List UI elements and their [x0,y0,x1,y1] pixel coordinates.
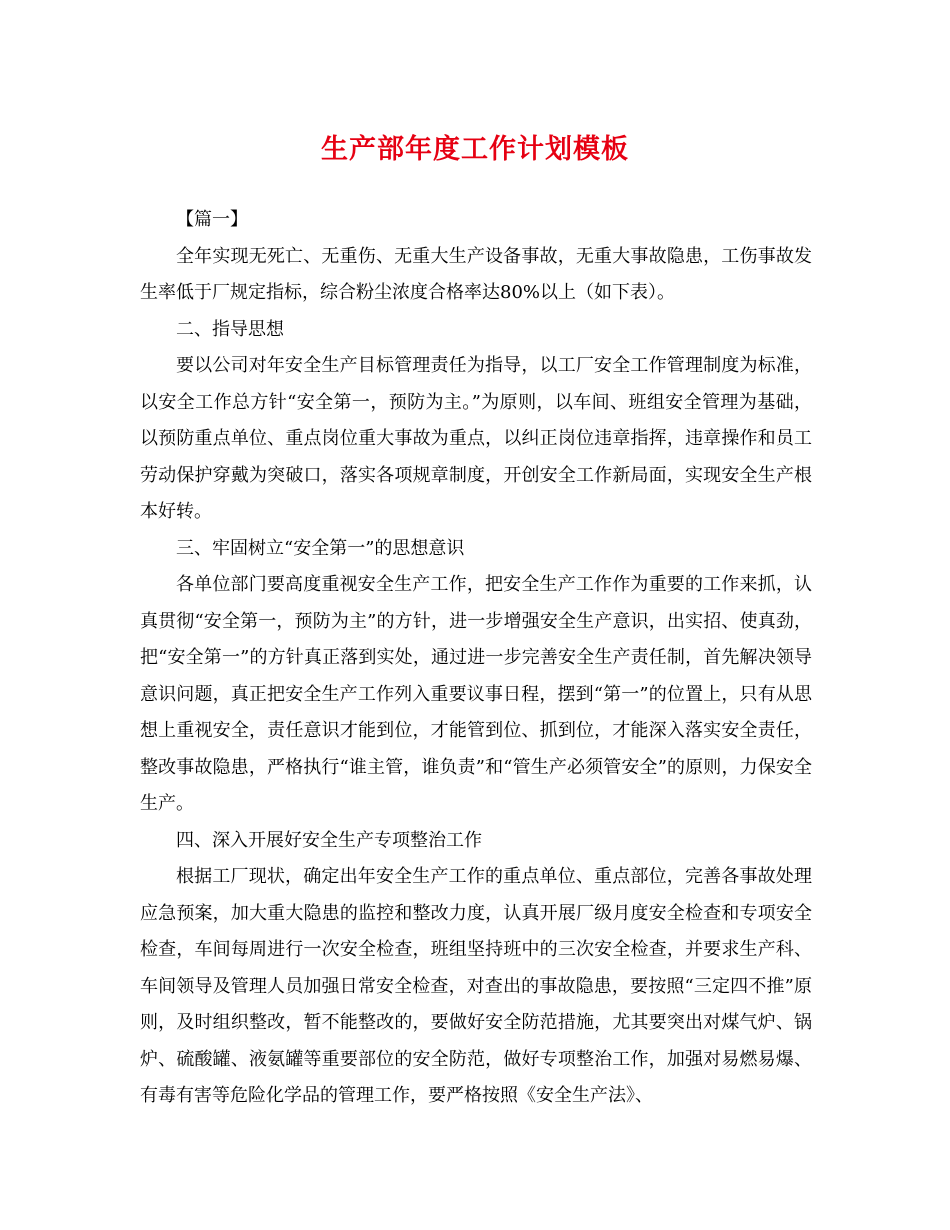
section-label: 【篇一】 [176,209,248,230]
paragraph: 全年实现无死亡、无重伤、无重大生产设备事故，无重大事故隐患，工伤事故发生率低于厂规定指标，综合粉尘浓度合格率达80%以上（如下表）。 [140,245,812,303]
section-heading: 三、牢固树立“安全第一”的思想意识 [176,537,465,559]
document-title: 生产部年度工作计划模板 [321,134,629,165]
paragraph: 要以公司对年安全生产目标管理责任为指导，以工厂安全工作管理制度为标准，以安全工作总方针“安全第一，预防为主。”为原则，以车间、班组安全管理为基础，以预防重点单位、重点岗位重大事故为重点，以纠正岗位违章指挥，违章操作和员工劳动保护穿戴为突破口，落实各项规章制度，开创安全工作新局面，实现安全生产根本好转。 [140,355,812,522]
section-heading: 四、深入开展好安全生产专项整治工作 [176,829,482,851]
document-body [140,202,812,1115]
section-heading: 二、指导思想 [176,318,284,340]
paragraph: 根据工厂现状，确定出年安全生产工作的重点单位、重点部位，完善各事故处理应急预案，加大重大隐患的监控和整改力度，认真开展厂级月度安全检查和专项安全检查，车间每周进行一次安全检查，班组坚持班中的三次安全检查，并要求生产科、车间领导及管理人员加强日常安全检查，对查出的事故隐患，要按照“三定四不推”原则，及时组织整改，暂不能整改的，要做好安全防范措施，尤其要突出对煤气炉、锅炉、硫酸罐、液氨罐等重要部位的安全防范，做好专项整治工作，加强对易燃易爆、有毒有害等危险化学品的管理工作，要严格按照《安全生产法》、 [140,866,812,1106]
paragraph: 各单位部门要高度重视安全生产工作，把安全生产工作作为重要的工作来抓，认真贯彻“安全第一，预防为主”的方针，进一步增强安全生产意识，出实招、使真劲，把“安全第一”的方针真正落到实处，通过进一步完善安全生产责任制，首先解决领导意识问题，真正把安全生产工作列入重要议事日程，摆到“第一”的位置上，只有从思想上重视安全，责任意识才能到位，才能管到位、抓到位，才能深入落实安全责任，整改事故隐患，严格执行“谁主管，谁负责”和“管生产必须管安全”的原则，力保安全生产。 [140,574,812,814]
